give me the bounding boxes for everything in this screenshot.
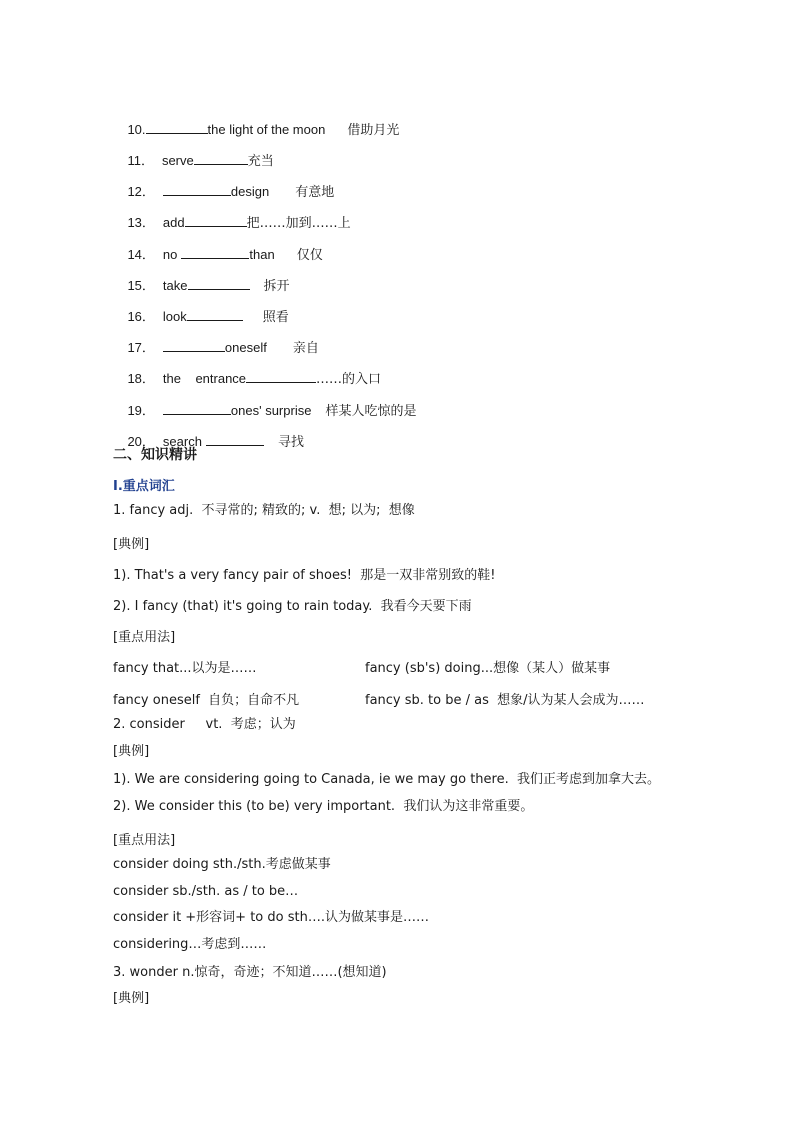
phrase-meaning: 样某人吃惊的是 — [325, 404, 417, 419]
phrase-item-15: 15． take 拆开 — [127, 278, 290, 294]
usage-label: [重点用法] — [113, 630, 176, 645]
usage-item: fancy sb. to be / as 想象/认为某人会成为…… — [365, 693, 645, 708]
phrase-item-17: 17． oneself 亲自 — [127, 340, 319, 356]
item-number: 12． — [127, 184, 155, 199]
usage-item: fancy (sb's) doing...想像（某人）做某事 — [365, 661, 611, 676]
answer-blank[interactable] — [163, 402, 231, 415]
usage-item: considering…考虑到…… — [113, 937, 267, 952]
entry-title-consider: 2. consider vt. 考虑；认为 — [113, 717, 296, 732]
usage-item: fancy oneself 自负；自命不凡 — [113, 693, 300, 708]
item-number: 10. — [127, 122, 146, 137]
answer-blank[interactable] — [194, 152, 248, 165]
usage-item: consider sb./sth. as / to be… — [113, 884, 299, 899]
item-number: 13． — [127, 215, 155, 230]
phrase-meaning: 拆开 — [263, 279, 290, 294]
phrase-item-11: 11． serve 充当 — [127, 153, 274, 169]
usage-item: fancy that...以为是…… — [113, 661, 257, 676]
example-label: [典例] — [113, 537, 150, 552]
phrase-item-19: 19． ones' surprise 样某人吃惊的是 — [127, 403, 417, 419]
phrase-item-14: 14． no than 仅仅 — [127, 247, 323, 263]
subsection-title: I.重点词汇 — [113, 479, 175, 494]
phrase-meaning: 亲自 — [292, 341, 319, 356]
phrase-item-16: 16． look 照看 — [127, 309, 289, 325]
item-number: 15． — [127, 278, 155, 293]
phrase-item-18: 18． the entrance ……的入口 — [127, 371, 382, 387]
phrase-meaning: 有意地 — [295, 185, 335, 200]
phrase-meaning: ……的入口 — [316, 372, 382, 387]
phrase-item-10: 10. the light of the moon 借助月光 — [127, 122, 400, 138]
entry-title-wonder: 3. wonder n.惊奇，奇迹；不知道……(想知道) — [113, 965, 387, 980]
answer-blank[interactable] — [188, 277, 250, 290]
item-number: 19． — [127, 403, 155, 418]
example-sentence: 2). I fancy (that) it's going to rain today. 我看今天要下雨 — [113, 599, 472, 614]
entry-title-fancy: 1. fancy adj. 不寻常的; 精致的; v. 想; 以为; 想像 — [113, 503, 415, 518]
phrase-item-12: 12． design 有意地 — [127, 184, 335, 200]
phrase-meaning: 照看 — [262, 310, 289, 325]
item-number: 14． — [127, 247, 155, 262]
phrase-item-13: 13． add 把……加到……上 — [127, 215, 351, 231]
item-number: 11． — [127, 153, 154, 168]
usage-label: [重点用法] — [113, 833, 176, 848]
answer-blank[interactable] — [187, 308, 243, 321]
phrase-meaning: 充当 — [247, 154, 274, 169]
answer-blank[interactable] — [146, 121, 208, 134]
phrase-meaning: 寻找 — [277, 435, 304, 450]
answer-blank[interactable] — [181, 246, 249, 259]
phrase-item-20: 20． search 寻找 — [127, 434, 304, 450]
answer-blank[interactable] — [185, 214, 247, 227]
item-number: 16． — [127, 309, 155, 324]
usage-item: consider it +形容词+ to do sth….认为做某事是…… — [113, 910, 429, 925]
phrase-meaning: 把……加到……上 — [246, 216, 351, 231]
answer-blank[interactable] — [163, 339, 225, 352]
example-sentence: 1). We are considering going to Canada, ie we may go there. 我们正考虑到加拿大去。 — [113, 772, 660, 787]
item-number: 18． — [127, 371, 155, 386]
usage-item: consider doing sth./sth.考虑做某事 — [113, 857, 331, 872]
example-label: [典例] — [113, 744, 150, 759]
answer-blank[interactable] — [246, 370, 316, 383]
item-number: 17． — [127, 340, 155, 355]
section-title: 二、知识精讲 — [113, 447, 197, 463]
example-sentence: 2). We consider this (to be) very important. 我们认为这非常重要。 — [113, 799, 534, 814]
example-sentence: 1). That's a very fancy pair of shoes! 那是一双非常别致的鞋! — [113, 568, 496, 583]
example-label: [典例] — [113, 991, 150, 1006]
phrase-meaning: 借助月光 — [347, 123, 400, 138]
answer-blank[interactable] — [206, 433, 264, 446]
item-number: 20． — [127, 434, 155, 449]
phrase-meaning: 仅仅 — [296, 248, 323, 263]
answer-blank[interactable] — [163, 183, 231, 196]
